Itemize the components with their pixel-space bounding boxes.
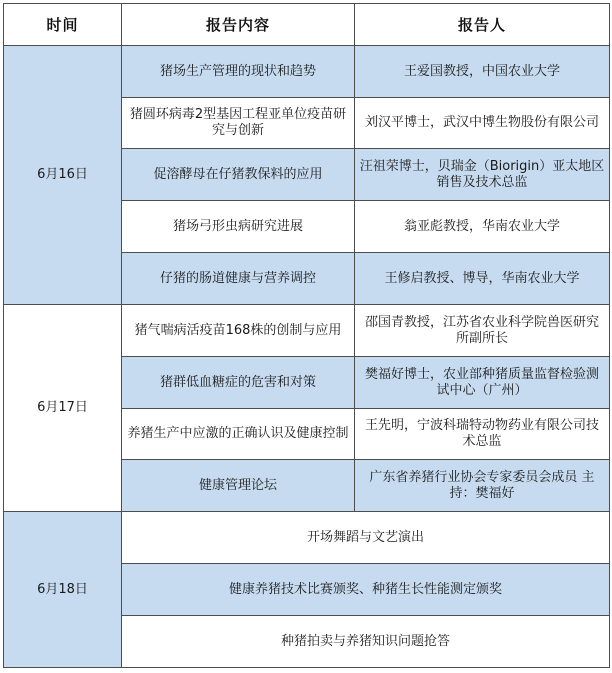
speaker-cell: 邵国青教授，江苏省农业科学院兽医研究所副所长 (355, 305, 610, 357)
event-cell: 健康养猪技术比赛颁奖、种猪生长性能测定颁奖 (122, 564, 610, 616)
topic-cell: 健康管理论坛 (122, 460, 355, 512)
event-cell: 开场舞蹈与文艺演出 (122, 512, 610, 564)
schedule-table (3, 3, 610, 668)
speaker-cell: 翁亚彪教授，华南农业大学 (355, 201, 610, 253)
header-time: 时间 (4, 4, 122, 46)
topic-cell: 猪场生产管理的现状和趋势 (122, 46, 355, 98)
topic-cell: 猪圆环病毒2型基因工程亚单位疫苗研究与创新 (122, 98, 355, 149)
topic-cell: 养猪生产中应激的正确认识及健康控制 (122, 409, 355, 460)
date-cell-day2: 6月17日 (4, 305, 122, 512)
speaker-cell: 樊福好博士，农业部种猪质量监督检验测试中心（广州） (355, 357, 610, 409)
speaker-cell: 王修启教授、博导，华南农业大学 (355, 253, 610, 305)
header-content: 报告内容 (122, 4, 355, 46)
table-row (4, 512, 610, 564)
speaker-cell: 刘汉平博士，武汉中博生物股份有限公司 (355, 98, 610, 149)
header-speaker: 报告人 (355, 4, 610, 46)
header-row (4, 4, 610, 46)
date-cell-day1: 6月16日 (4, 46, 122, 305)
speaker-cell: 王先明，宁波科瑞特动物药业有限公司技术总监 (355, 409, 610, 460)
table-row (4, 305, 610, 357)
date-cell-day3: 6月18日 (4, 512, 122, 668)
table-row (4, 46, 610, 98)
event-cell: 种猪拍卖与养猪知识问题抢答 (122, 616, 610, 668)
speaker-cell: 汪祖荣博士，贝瑞金（Biorigin）亚太地区销售及技术总监 (355, 149, 610, 201)
speaker-cell: 广东省养猪行业协会专家委员会成员 主持：樊福好 (355, 460, 610, 512)
topic-cell: 仔猪的肠道健康与营养调控 (122, 253, 355, 305)
topic-cell: 猪气喘病活疫苗168株的创制与应用 (122, 305, 355, 357)
topic-cell: 猪场弓形虫病研究进展 (122, 201, 355, 253)
topic-cell: 猪群低血糖症的危害和对策 (122, 357, 355, 409)
topic-cell: 促溶酵母在仔猪教保料的应用 (122, 149, 355, 201)
speaker-cell: 王爱国教授，中国农业大学 (355, 46, 610, 98)
